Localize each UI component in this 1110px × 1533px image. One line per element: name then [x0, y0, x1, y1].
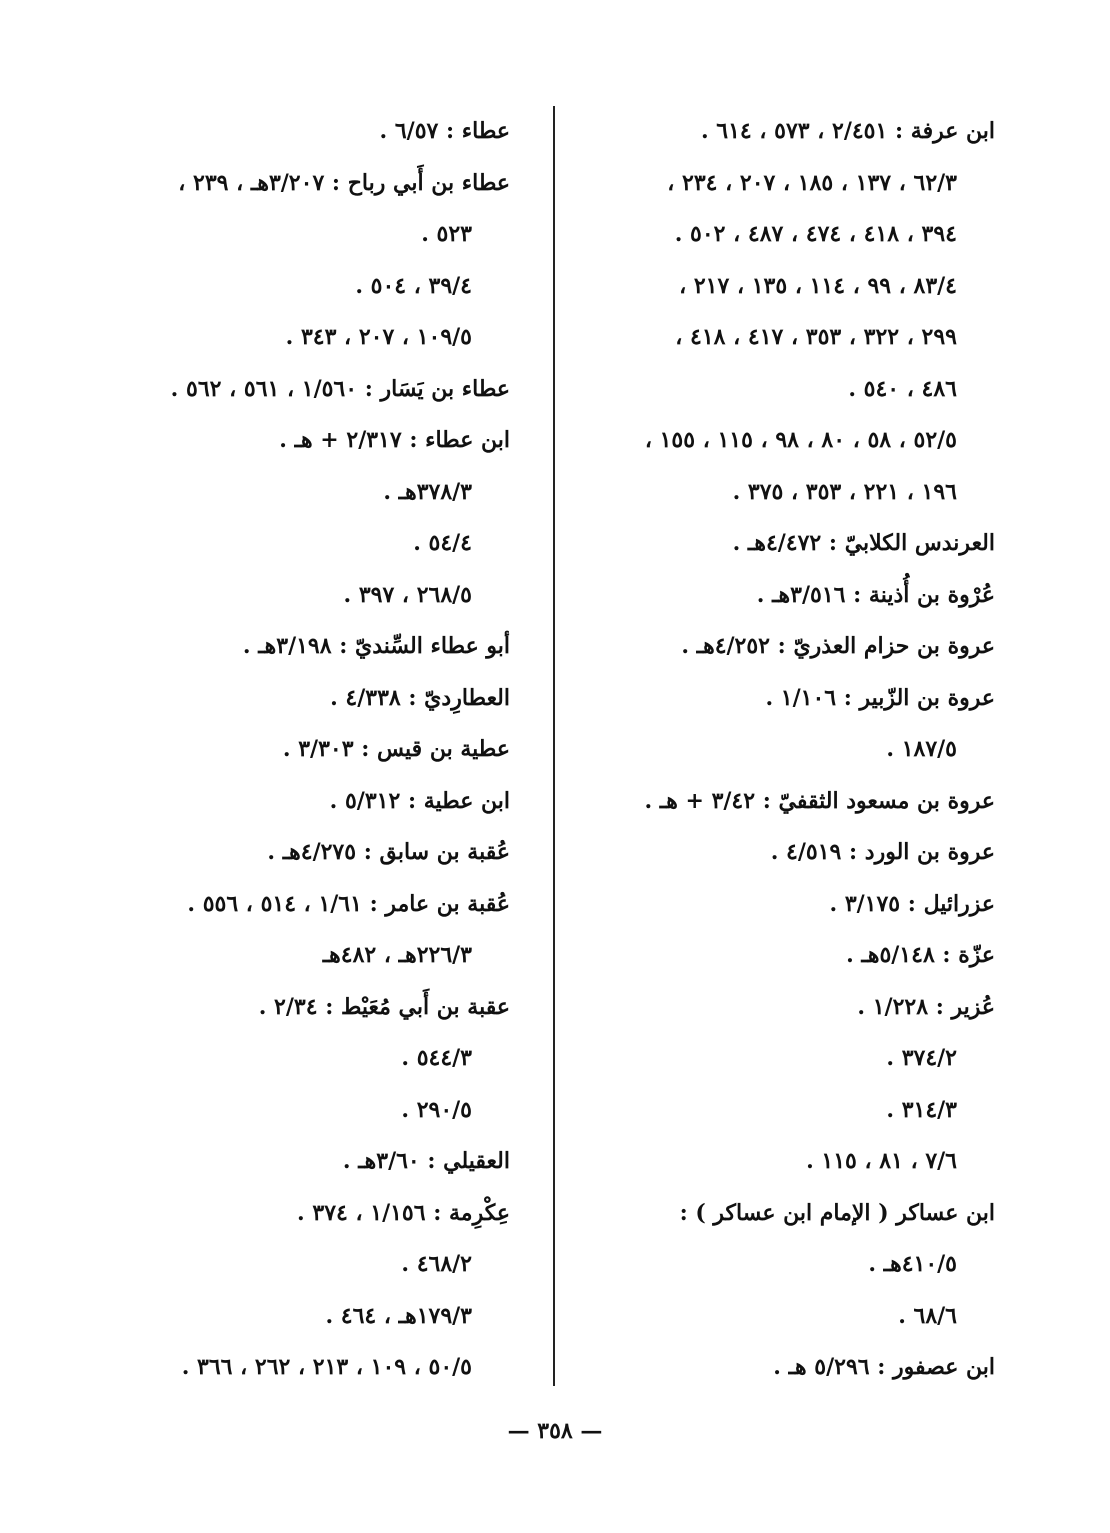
index-entry: أبو عطاء السِّنديّ : ٣/١٩٨هـ . [242, 633, 510, 659]
index-continuation-line: ٥٢/٥ ، ٥٨ ، ٨٠ ، ٩٨ ، ١١٥ ، ١٥٥ ، [644, 427, 957, 453]
index-continuation-line: ٢٦٨/٥ ، ٣٩٧ . [343, 581, 472, 608]
index-entry: ابن عطاء : ٢/٣١٧ + هـ . [279, 427, 510, 453]
column-divider [553, 106, 555, 1386]
index-continuation-line: ٥٠/٥ ، ١٠٩ ، ٢١٣ ، ٢٦٢ ، ٣٦٦ . [181, 1354, 472, 1380]
index-entry: عقبة بن أَبي مُعَيْط : ٢/٣٤ . [258, 993, 510, 1020]
index-continuation-line: ٢٢٦/٣هـ ، ٤٨٢هـ [322, 942, 472, 968]
index-continuation-line: ٣٧٤/٢ . [886, 1045, 957, 1071]
index-continuation-line: ٥٤٤/٣ . [401, 1045, 472, 1071]
index-entry: ابن عساكر ( الإمام ابن عساكر ) : [679, 1199, 995, 1226]
index-entry: عروة بن حزام العذريّ : ٤/٢٥٢هـ . [681, 633, 995, 659]
index-entry: عُزير : ١/٢٢٨ . [857, 993, 995, 1020]
index-continuation-line: ١٠٩/٥ ، ٢٠٧ ، ٣٤٣ . [285, 324, 472, 350]
index-continuation-line: ٤٨٦ ، ٥٤٠ . [848, 375, 957, 402]
index-continuation-line: ٦٨/٦ . [898, 1302, 957, 1329]
index-entry: عِكْرِمة : ١/١٥٦ ، ٣٧٤ . [297, 1199, 510, 1226]
index-column-right [565, 106, 995, 1394]
index-column-left [70, 106, 510, 1394]
index-continuation-line: ٢٩٠/٥ . [401, 1096, 472, 1123]
index-continuation-line: ٦٢/٣ ، ١٣٧ ، ١٨٥ ، ٢٠٧ ، ٢٣٤ ، [667, 169, 957, 196]
index-entry: عطاء بن أَبي رباح : ٣/٢٠٧هـ ، ٢٣٩ ، [178, 169, 510, 196]
index-entry: عروة بن الزّبير : ١/١٠٦ . [765, 684, 995, 711]
index-continuation-line: ٣٧٨/٣هـ . [383, 478, 472, 505]
index-continuation-line: ١٧٩/٣هـ ، ٤٦٤ . [325, 1302, 472, 1329]
index-entry: عزّة : ٥/١٤٨هـ . [846, 942, 995, 968]
index-entry: عروة بن مسعود الثقفيّ : ٣/٤٢ + هـ . [644, 787, 995, 814]
index-entry: العطارِديّ : ٤/٣٣٨ . [330, 684, 510, 711]
index-entry: عطية بن قيس : ٣/٣٠٣ . [282, 736, 510, 762]
index-continuation-line: ٨٣/٤ ، ٩٩ ، ١١٤ ، ١٣٥ ، ٢١٧ ، [679, 272, 957, 299]
index-continuation-line: ٣٩/٤ ، ٥٠٤ . [355, 272, 472, 299]
index-entry: ابن عرفة : ٢/٤٥١ ، ٥٧٣ ، ٦١٤ . [700, 118, 995, 144]
index-entry: عروة بن الورد : ٤/٥١٩ . [770, 839, 995, 865]
index-entry: عُرْوة بن أُذينة : ٣/٥١٦هـ . [756, 581, 995, 608]
page-number: — ٣٥٨ — [507, 1418, 603, 1444]
index-entry: عطاء بن يَسَار : ١/٥٦٠ ، ٥٦١ ، ٥٦٢ . [170, 375, 510, 402]
index-entry: ابن عصفور : ٥/٢٩٦ هـ . [773, 1354, 995, 1380]
index-continuation-line: ٥٤/٤ . [413, 530, 472, 556]
index-entry: عطاء : ٦/٥٧ . [379, 118, 510, 144]
index-entry: ابن عطية : ٥/٣١٢ . [329, 787, 510, 814]
index-entry: عُقبة بن سابق : ٤/٢٧٥هـ . [267, 839, 510, 865]
index-continuation-line: ٢٩٩ ، ٣٢٢ ، ٣٥٣ ، ٤١٧ ، ٤١٨ ، [675, 324, 957, 350]
index-entry: عُقبة بن عامر : ١/٦١ ، ٥١٤ ، ٥٥٦ . [187, 890, 510, 917]
index-continuation-line: ٣١٤/٣ . [886, 1096, 957, 1123]
index-entry: العرندس الكلابيّ : ٤/٤٧٢هـ . [732, 530, 995, 556]
index-continuation-line: ٥٢٣ . [421, 221, 472, 247]
index-continuation-line: ١٩٦ ، ٢٢١ ، ٣٥٣ ، ٣٧٥ . [732, 478, 957, 505]
index-continuation-line: ٣٩٤ ، ٤١٨ ، ٤٧٤ ، ٤٨٧ ، ٥٠٢ . [674, 221, 957, 247]
index-continuation-line: ٤١٠/٥هـ . [868, 1251, 957, 1277]
index-continuation-line: ٧/٦ ، ٨١ ، ١١٥ . [806, 1148, 957, 1174]
index-entry: العقيلي : ٣/٦٠هـ . [342, 1148, 510, 1174]
index-continuation-line: ١٨٧/٥ . [886, 736, 957, 762]
index-entry: عزرائيل : ٣/١٧٥ . [829, 890, 995, 917]
index-continuation-line: ٤٦٨/٢ . [401, 1251, 472, 1277]
